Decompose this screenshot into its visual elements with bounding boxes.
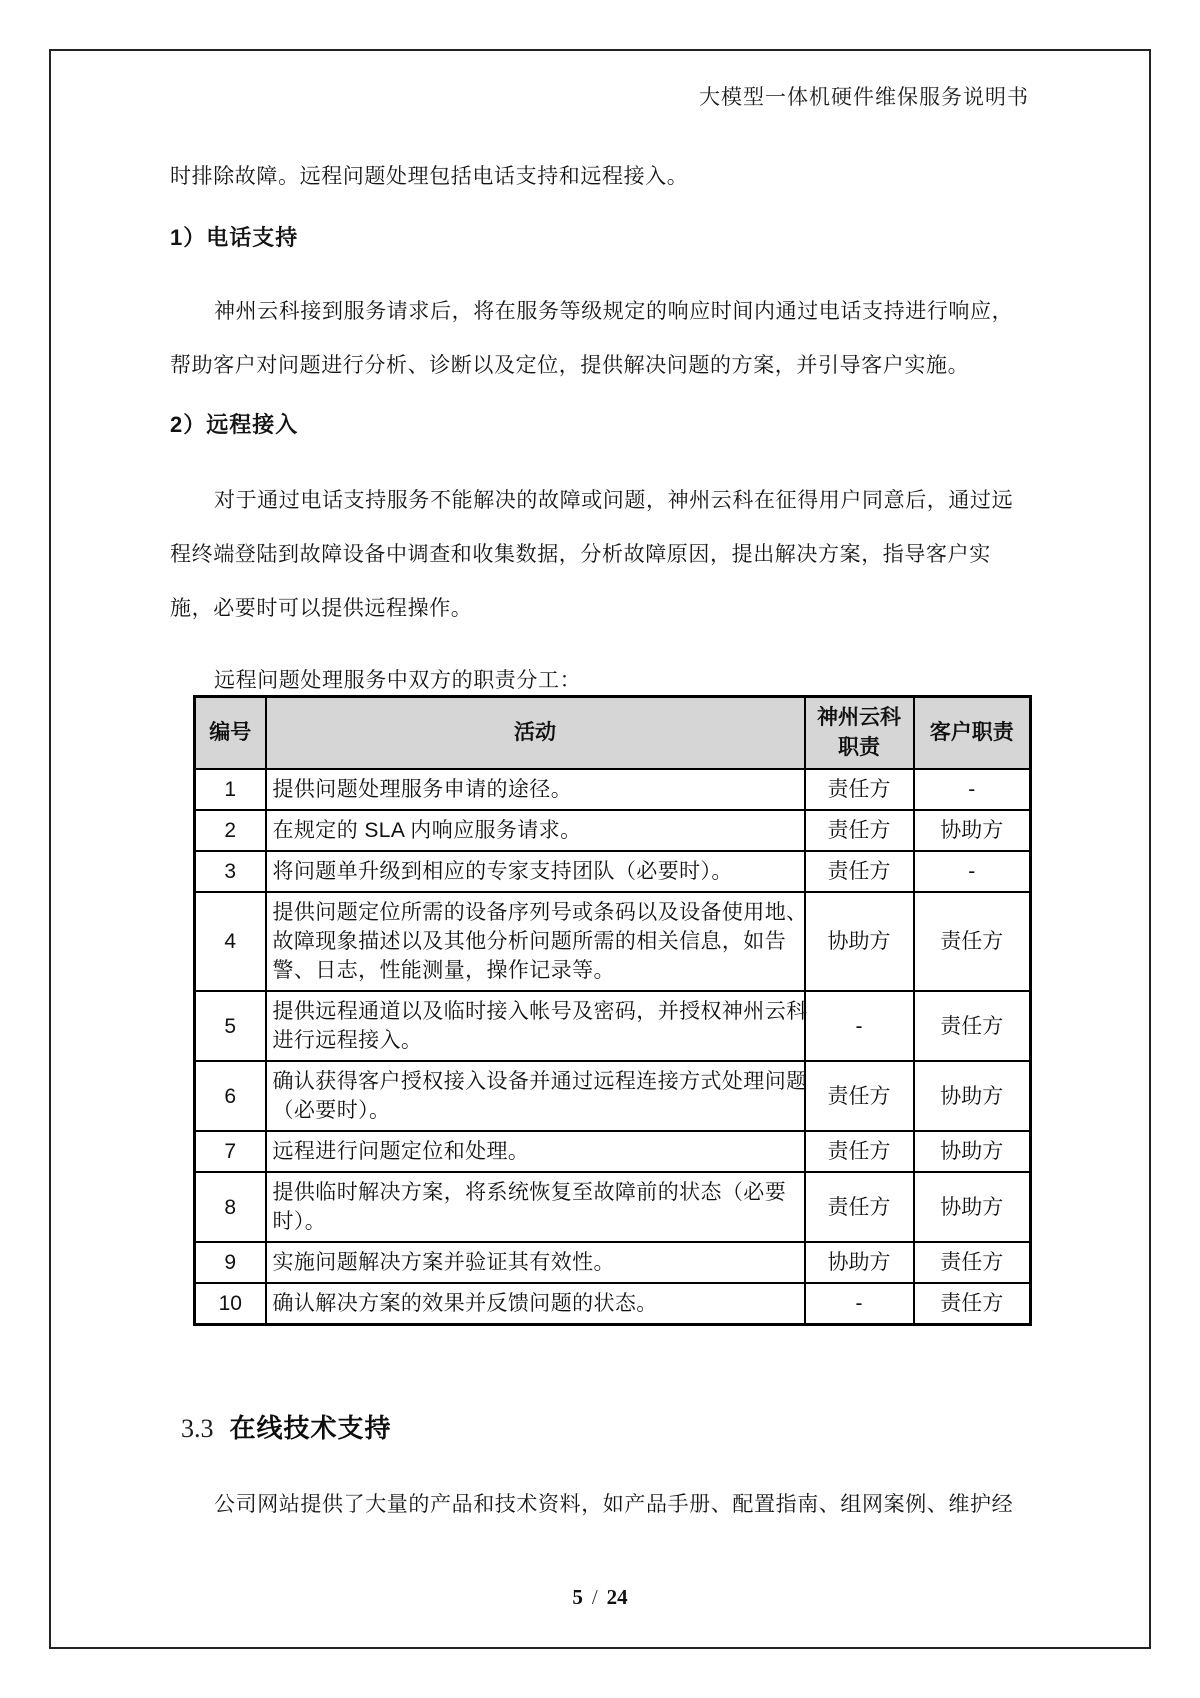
table-row	[195, 851, 1031, 892]
table-row	[195, 892, 1031, 991]
activity-line: 远程进行问题定位和处理。	[272, 1140, 530, 1163]
activity-line: 提供问题定位所需的设备序列号或条码以及设备使用地、	[272, 901, 808, 924]
customer-role-cell: 责任方	[914, 1242, 1031, 1283]
activity-line: 在规定的 SLA 内响应服务请求。	[272, 819, 582, 842]
table-row	[195, 991, 1031, 1061]
table-row	[195, 1172, 1031, 1242]
activity-line: 确认解决方案的效果并反馈问题的状态。	[272, 1292, 658, 1315]
activity-line: 进行远程接入。	[272, 1029, 423, 1052]
customer-role-cell: -	[914, 851, 1031, 892]
customer-role-cell: 责任方	[914, 892, 1031, 991]
activity-line: 实施问题解决方案并验证其有效性。	[272, 1251, 615, 1274]
paragraph-line: 施，必要时可以提供远程操作。	[170, 597, 473, 620]
row-number-cell: 6	[195, 1061, 266, 1131]
closing-paragraph	[170, 1488, 1070, 1518]
heading-remote-access: 2）远程接入	[170, 412, 299, 437]
row-number-cell: 10	[195, 1283, 266, 1325]
row-number-cell: 9	[195, 1242, 266, 1283]
activity-cell	[266, 851, 805, 892]
row-number-cell: 2	[195, 810, 266, 851]
table-row	[195, 1131, 1031, 1172]
row-number-cell: 3	[195, 851, 266, 892]
section-number: 3.3	[181, 1414, 214, 1443]
paragraph-line: 对于通过电话支持服务不能解决的故障或问题，神州云科在征得用户同意后，通过远	[214, 489, 1014, 512]
col-header-activity: 活动	[266, 697, 805, 770]
activity-cell	[266, 769, 805, 810]
intro-paragraph	[170, 150, 1036, 204]
vendor-role-cell: 协助方	[805, 892, 914, 991]
customer-role-cell: 责任方	[914, 991, 1031, 1061]
vendor-role-cell: 责任方	[805, 1172, 914, 1242]
vendor-role-cell: 责任方	[805, 851, 914, 892]
customer-role-cell: -	[914, 769, 1031, 810]
paragraph-line: 远程问题处理服务中双方的职责分工：	[214, 669, 582, 692]
vendor-role-cell: 责任方	[805, 810, 914, 851]
activity-cell	[266, 1061, 808, 1131]
customer-role-cell: 协助方	[914, 1131, 1031, 1172]
activity-cell	[266, 991, 808, 1061]
row-number-cell: 5	[195, 991, 266, 1061]
section-title: 在线技术支持	[229, 1413, 392, 1443]
page-separator: /	[591, 1585, 598, 1609]
customer-role-cell: 协助方	[914, 810, 1031, 851]
table-row	[195, 769, 1031, 810]
col-header-vendor-role-line1: 神州云科	[817, 706, 901, 729]
table-row	[195, 1061, 1031, 1131]
remote-access-paragraph	[170, 474, 1036, 636]
activity-line: 故障现象描述以及其他分析问题所需的相关信息，如告	[272, 930, 787, 953]
activity-cell	[266, 1131, 805, 1172]
activity-line: 将问题单升级到相应的专家支持团队（必要时）。	[272, 860, 733, 883]
vendor-role-cell: 协助方	[805, 1242, 914, 1283]
col-header-customer-role: 客户职责	[914, 697, 1031, 770]
row-number-cell: 8	[195, 1172, 266, 1242]
col-header-vendor-role-line2: 职责	[838, 736, 880, 759]
paragraph-line: 神州云科接到服务请求后，将在服务等级规定的响应时间内通过电话支持进行响应，	[214, 300, 1014, 323]
responsibility-table	[193, 695, 1032, 1326]
paragraph-line: 时排除故障。远程问题处理包括电话支持和远程接入。	[170, 165, 689, 188]
running-header-title: 大模型一体机硬件维保服务说明书	[699, 85, 1029, 109]
phone-support-paragraph	[170, 285, 1036, 393]
heading-phone-support: 1）电话支持	[170, 225, 299, 250]
current-page: 5	[572, 1585, 583, 1609]
table-row	[195, 810, 1031, 851]
activity-line: （必要时）。	[272, 1099, 391, 1122]
activity-line: 确认获得客户授权接入设备并通过远程连接方式处理问题	[272, 1070, 808, 1093]
table-header-row	[195, 697, 1031, 770]
section-heading	[181, 1408, 392, 1445]
activity-line: 警、日志，性能测量，操作记录等。	[272, 959, 615, 982]
paragraph-line: 公司网站提供了大量的产品和技术资料，如产品手册、配置指南、组网案例、维护经	[214, 1493, 1014, 1516]
row-number-cell: 4	[195, 892, 266, 991]
col-header-vendor-role	[805, 697, 914, 770]
vendor-role-cell: -	[805, 1283, 914, 1325]
activity-cell	[266, 810, 805, 851]
page-number	[51, 1585, 1149, 1610]
customer-role-cell: 协助方	[914, 1061, 1031, 1131]
vendor-role-cell: -	[805, 991, 914, 1061]
activity-cell	[266, 1172, 805, 1242]
total-pages: 24	[606, 1585, 628, 1609]
activity-line: 提供远程通道以及临时接入帐号及密码，并授权神州云科	[272, 1000, 808, 1023]
activity-cell	[266, 892, 808, 991]
paragraph-line: 程终端登陆到故障设备中调查和收集数据，分析故障原因，提出解决方案，指导客户实	[170, 543, 991, 566]
activity-cell	[266, 1283, 805, 1325]
col-header-number: 编号	[195, 697, 266, 770]
document-page	[49, 49, 1151, 1649]
table-row	[195, 1242, 1031, 1283]
customer-role-cell: 责任方	[914, 1283, 1031, 1325]
row-number-cell: 1	[195, 769, 266, 810]
activity-line: 提供临时解决方案，将系统恢复至故障前的状态（必要	[272, 1181, 787, 1204]
paragraph-line: 帮助客户对问题进行分析、诊断以及定位，提供解决问题的方案，并引导客户实施。	[170, 354, 970, 377]
table-row	[195, 1283, 1031, 1325]
customer-role-cell: 协助方	[914, 1172, 1031, 1242]
activity-cell	[266, 1242, 805, 1283]
vendor-role-cell: 责任方	[805, 1061, 914, 1131]
vendor-role-cell: 责任方	[805, 1131, 914, 1172]
vendor-role-cell: 责任方	[805, 769, 914, 810]
activity-line: 时）。	[272, 1210, 327, 1233]
activity-line: 提供问题处理服务申请的途径。	[272, 778, 573, 801]
row-number-cell: 7	[195, 1131, 266, 1172]
